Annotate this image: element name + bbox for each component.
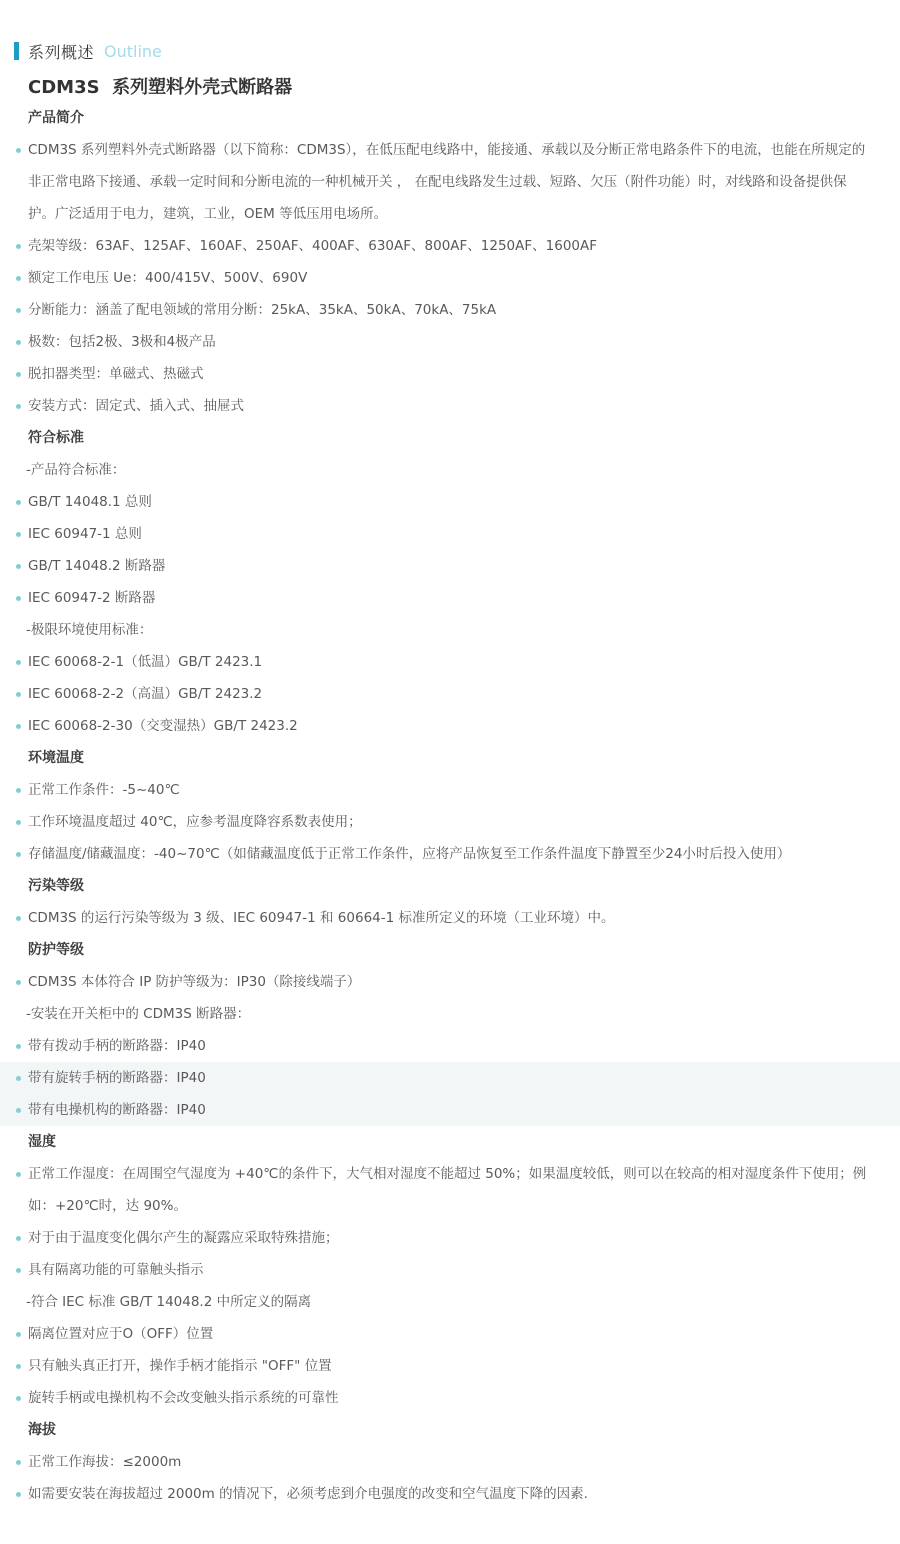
list-item-text: -安装在开关柜中的 CDM3S 断路器： (26, 1006, 251, 1022)
bullet-icon (16, 660, 21, 665)
list-item-text: 对于由于温度变化偶尔产生的凝露应采取特殊措施； (28, 1230, 339, 1246)
list-item (0, 454, 900, 486)
list-item (0, 1094, 900, 1126)
bullet-icon (16, 404, 21, 409)
list-item-text: 隔离位置对应于O（OFF）位置 (28, 1326, 214, 1342)
bullet-icon (16, 724, 21, 729)
header-title-en: Outline (104, 41, 162, 61)
bullet-icon (16, 692, 21, 697)
list-item-text: IEC 60068-2-30（交变湿热）GB/T 2423.2 (28, 718, 298, 734)
list-item-text: CDM3S 的运行污染等级为 3 级、IEC 60947-1 和 60664-1 标准所定义的环境（工业环境）中。 (28, 910, 615, 926)
list-item-text: 旋转手柄或电操机构不会改变触头指示系统的可靠性 (28, 1390, 339, 1406)
bullet-icon (16, 1076, 21, 1081)
bullet-icon (16, 1108, 21, 1113)
list-item (0, 294, 900, 326)
list-item (0, 646, 900, 678)
bullet-icon (16, 500, 21, 505)
bullet-icon (16, 1236, 21, 1241)
bullet-icon (16, 596, 21, 601)
list-item-text: 安装方式：固定式、插入式、抽屉式 (28, 398, 244, 414)
list-item-text: 工作环境温度超过 40℃，应参考温度降容系数表使用； (28, 814, 362, 830)
list-item (0, 1222, 900, 1254)
list-item-text: GB/T 14048.1 总则 (28, 494, 152, 510)
bullet-icon (16, 916, 21, 921)
bullet-icon (16, 564, 21, 569)
list-item (0, 1382, 900, 1414)
list-item (0, 518, 900, 550)
list-item (0, 1350, 900, 1382)
list-item (0, 1318, 900, 1350)
list-item (0, 230, 900, 262)
section-heading-altitude: 海拔 (28, 1422, 56, 1438)
accent-bar (14, 42, 19, 60)
list-item-text: 正常工作条件：-5~40℃ (28, 782, 180, 798)
bullet-icon (16, 276, 21, 281)
bullet-icon (16, 340, 21, 345)
bullet-icon (16, 1332, 21, 1337)
bullet-icon (16, 372, 21, 377)
list-item-text: 脱扣器类型：单磁式、热磁式 (28, 366, 204, 382)
list-item (0, 1286, 900, 1318)
list-item-text: CDM3S 系列塑料外壳式断路器（以下简称：CDM3S），在低压配电线路中，能接通、承载以及分断正常电路条件下的电流，也能在所规定的非正常电路下接通、承载一定时间和分断电流的一种机械开关 ， 在配电线路发生过载、短路、欠压（附件功能）时，对线路和设备提供保护。广泛适用于电力，建筑，工业，OEM 等低压用电场所。 (28, 142, 866, 222)
list-item (0, 1062, 900, 1094)
list-item-text: 正常工作海拔：≤2000m (28, 1454, 182, 1470)
section-heading-standards: 符合标准 (28, 430, 84, 446)
list-item (0, 966, 900, 998)
section-heading-ambient-temperature: 环境温度 (28, 750, 84, 766)
list-item (0, 1478, 900, 1510)
list-item-text: 带有旋转手柄的断路器：IP40 (28, 1070, 206, 1086)
section-heading-protection-degree: 防护等级 (28, 942, 84, 958)
list-item-text: 具有隔离功能的可靠触头指示 (28, 1262, 204, 1278)
bullet-icon (16, 820, 21, 825)
list-item (0, 678, 900, 710)
bullet-icon (16, 244, 21, 249)
list-item-text: -极限环境使用标准： (26, 622, 153, 638)
bullet-icon (16, 788, 21, 793)
list-item (0, 1030, 900, 1062)
list-item-text: CDM3S 本体符合 IP 防护等级为：IP30（除接线端子） (28, 974, 361, 990)
list-item (0, 1446, 900, 1478)
list-item (0, 902, 900, 934)
bullet-icon (16, 308, 21, 313)
list-item (0, 582, 900, 614)
list-item-text: 带有电操机构的断路器：IP40 (28, 1102, 206, 1118)
list-item (0, 390, 900, 422)
list-item-text: 只有触头真正打开，操作手柄才能指示 "OFF" 位置 (28, 1358, 332, 1374)
list-item-text: 分断能力：涵盖了配电领域的常用分断：25kA、35kA、50kA、70kA、75kA (28, 302, 497, 318)
bullet-icon (16, 852, 21, 857)
list-item (0, 134, 900, 230)
list-item-text: 如需要安装在海拔超过 2000m 的情况下，必须考虑到介电强度的改变和空气温度下降的因素. (28, 1486, 588, 1502)
list-item (0, 1254, 900, 1286)
list-item-text: GB/T 14048.2 断路器 (28, 558, 166, 574)
product-title: CDM3S 系列塑料外壳式断路器 (28, 77, 293, 98)
bullet-icon (16, 1396, 21, 1401)
list-item (0, 998, 900, 1030)
list-item (0, 806, 900, 838)
list-item (0, 774, 900, 806)
list-item-text: 壳架等级：63AF、125AF、160AF、250AF、400AF、630AF、800AF、1250AF、1600AF (28, 238, 597, 254)
bullet-icon (16, 1460, 21, 1465)
list-item-text: 正常工作湿度：在周围空气湿度为 +40℃的条件下，大气相对湿度不能超过 50%；如果温度较低，则可以在较高的相对湿度条件下使用；例如：+20℃时，达 90%。 (28, 1166, 867, 1214)
bullet-icon (16, 1364, 21, 1369)
list-item (0, 550, 900, 582)
list-item (0, 614, 900, 646)
list-item-text: 额定工作电压 Ue：400/415V、500V、690V (28, 270, 308, 286)
list-item-text: IEC 60068-2-2（高温）GB/T 2423.2 (28, 686, 263, 702)
list-item (0, 358, 900, 390)
list-item-text: IEC 60947-1 总则 (28, 526, 142, 542)
list-item-text: -产品符合标准： (26, 462, 126, 478)
list-item (0, 710, 900, 742)
list-item (0, 1158, 900, 1222)
bullet-icon (16, 1172, 21, 1177)
list-item-text: 存储温度/储藏温度：-40~70℃（如储藏温度低于正常工作条件，应将产品恢复至工作条件温度下静置至少24小时后投入使用） (28, 846, 791, 862)
list-item (0, 838, 900, 870)
bullet-icon (16, 1492, 21, 1497)
list-item-text: -符合 IEC 标准 GB/T 14048.2 中所定义的隔离 (26, 1294, 312, 1310)
list-item-text: IEC 60947-2 断路器 (28, 590, 156, 606)
bullet-icon (16, 148, 21, 153)
list-item (0, 262, 900, 294)
bullet-icon (16, 532, 21, 537)
list-item (0, 326, 900, 358)
list-item-text: 带有拨动手柄的断路器：IP40 (28, 1038, 206, 1054)
bullet-icon (16, 1268, 21, 1273)
section-heading-pollution-degree: 污染等级 (28, 878, 84, 894)
section-heading-humidity: 湿度 (28, 1134, 56, 1150)
header-title-zh: 系列概述 (28, 42, 95, 62)
section-heading-product-intro: 产品简介 (28, 110, 84, 126)
list-item-text: 极数：包括2极、3极和4极产品 (28, 334, 216, 350)
section-header (14, 40, 900, 62)
list-item (0, 486, 900, 518)
bullet-icon (16, 980, 21, 985)
bullet-icon (16, 1044, 21, 1049)
list-item-text: IEC 60068-2-1（低温）GB/T 2423.1 (28, 654, 263, 670)
